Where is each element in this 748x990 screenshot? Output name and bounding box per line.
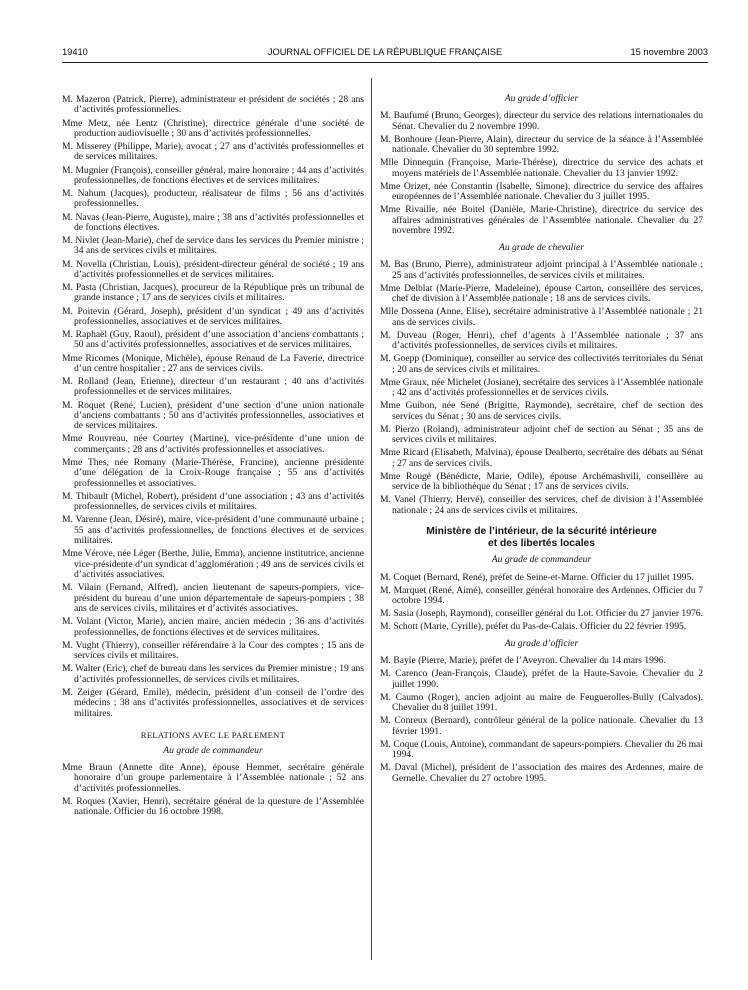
decoration-entry: M. Walter (Eric), chef de bureau dans les services du Premier ministre ; 19 ans d’activités professionnelles, de services civils et militaires. — [62, 663, 364, 685]
decoration-entry: M. Nivlet (Jean-Marie), chef de service dans les services du Premier ministre ; 34 ans de services civils et militaires. — [62, 235, 364, 257]
decoration-entry: M. Daval (Michel), président de l’association des maires des Ardennes, maire de Gernelle. Chevalier du 27 octobre 1995. — [380, 762, 703, 784]
decoration-entry: M. Vught (Thierry), conseiller référendaire à la Cour des comptes ; 15 ans de services civils et militaires. — [62, 639, 364, 662]
section-title: RELATIONS AVEC LE PARLEMENT — [140, 730, 286, 741]
decoration-entry: Mme Graux, née Michelet (Josiane), secrétaire des services à l’Assemblée nationale ; 42 ans d’activités professionnelles et de services civils. — [380, 376, 703, 399]
decoration-entry: M. Thibault (Michel, Robert), président d’une association ; 43 ans d’activités professionnelles, de services civils et militaires. — [62, 490, 364, 513]
grade-heading-officier: Au grade d’officier — [504, 93, 579, 104]
entries-list-parlement — [62, 763, 364, 818]
decoration-entry: M. Raphaël (Guy, Raoul), président d’une association d’anciens combattants ; 50 ans d’activités professionnelles, associatives et de services militaires. — [62, 329, 364, 351]
decoration-entry: M. Roquet (René, Lucien), président d’une section d’une union nationale d’anciens combattants ; 50 ans d’activités professionnelles, associatives et de services militaires. — [62, 399, 364, 432]
decoration-entry: Mme Rouvreau, née Courtey (Martine), vice-présidente d’une union de commerçants ; 28 ans d’activités professionnelles et associatives. — [62, 433, 364, 455]
decoration-entry: Mme Orizet, née Constantin (Isabelle, Simone), directrice du service des affaires européennes de l’Assemblée nationale. Chevalier du 3 juillet 1995. — [380, 180, 703, 203]
decoration-entry: M. Vanel (Thierry, Hervé), conseiller des services, chef de division à l’Assemblée nationale ; 24 ans de services civils et militaires. — [380, 494, 703, 516]
decoration-entry: M. Poitevin (Gérard, Joseph), président d’un syndicat ; 49 ans d’activités professionnelles, associatives et de services militaires. — [62, 305, 364, 327]
decoration-entry: M. Schott (Marie, Cyrille), préfet du Pas-de-Calais. Officier du 22 février 1995. — [380, 621, 687, 633]
ministry-heading — [380, 526, 703, 549]
decoration-entry: M. Bas (Bruno, Pierre), administrateur adjoint principal à l’Assemblée nationale ; 25 ans d’activités professionnelles, de services civils et militaires. — [380, 259, 703, 281]
decoration-entry: M. Vilain (Fernand, Alfred), ancien lieutenant de sapeurs-pompiers, vice-président du bureau d’une union départementale de sapeurs-pompiers ; 38 ans de services civils, militaires et d’activités associatives. — [62, 582, 364, 615]
page-header — [62, 47, 708, 63]
decoration-entry: M. Volant (Victor, Marie), ancien maire, ancien médecin ; 36 ans d’activités professionnelles, de fonctions électives et de services militaires. — [62, 616, 364, 638]
decoration-entry: M. Nahum (Jacques), producteur, réalisateur de films ; 56 ans d’activités professionnelles. — [62, 188, 364, 210]
decoration-entry: M. Rolland (Jean, Etienne), directeur d’un restaurant ; 40 ans d’activités professionnelles et de services militaires. — [62, 376, 364, 398]
decoration-entry: M. Novella (Christian, Louis), président-directeur général de société ; 19 ans d’activités professionnelles et de services militaires. — [62, 258, 364, 280]
ministry-heading-line2: et des libertés locales — [487, 537, 596, 549]
decoration-entry: M. Varenne (Jean, Désiré), maire, vice-président d’une communauté urbaine ; 55 ans d’activités professionnelles, de fonctions électives et de services militaires. — [62, 514, 364, 547]
decoration-entry: M. Mugnier (François), conseiller général, maire honoraire ; 44 ans d’activités professionnelles, de fonctions électives et de services militaires. — [62, 164, 364, 186]
decoration-entry: Mme Rivaille, née Boitel (Danièle, Marie-Christine), directrice du service des affaires administratives générales de l’Assemblée nationale. Chevalier du 27 novembre 1992. — [380, 204, 703, 237]
grade-heading-officier-interieur: Au grade d’officier — [504, 637, 579, 649]
right-column — [380, 94, 703, 787]
grade-heading-commandeur-interieur: Au grade de commandeur — [491, 554, 592, 566]
decoration-entry: M. Bonhoure (Jean-Pierre, Alain), directeur du service de la séance à l’Assemblée nationale. Chevalier du 30 septembre 1992. — [380, 133, 703, 156]
entries-list-chevalier — [380, 260, 703, 516]
decoration-entry: M. Navas (Jean-Pierre, Auguste), maire ; 38 ans d’activités professionnelles et de fonctions électives. — [62, 211, 364, 233]
decoration-entry: Mme Ricard (Elisabeth, Malvina), épouse Dealberto, secrétaire des débats au Sénat ; 27 ans de services civils. — [380, 447, 703, 469]
decoration-entry: M. Coque (Louis, Antoine), commandant de sapeurs-pompiers. Chevalier du 26 mai 1994. — [380, 738, 703, 761]
entries-list-officier-interieur — [380, 656, 703, 784]
decoration-entry: M. Goepp (Dominique), conseiller au service des collectivités territoriales du Sénat ; 20 ans de services civils et militaires. — [380, 353, 703, 375]
decoration-entry: Mme Rougé (Bénédicte, Marie, Odile), épouse Archémashvili, conseillère au service de la bibliothèque du Sénat ; 17 ans de services civils. — [380, 470, 703, 493]
decoration-entry: M. Duveau (Roger, Henri), chef d’agents à l’Assemblée nationale ; 37 ans d’activités professionnelles, de services civils et militaires. — [380, 329, 703, 352]
decoration-entry: Mme Vérove, née Léger (Berthe, Julie, Emma), ancienne institutrice, ancienne vice-présidente d’un syndicat d’agglomération ; 49 ans de services civils et d’activités associatives. — [62, 548, 364, 581]
page-number: 19410 — [62, 47, 88, 57]
grade-heading-chevalier: Au grade de chevalier — [499, 241, 584, 253]
decoration-entry: M. Roques (Xavier, Henri), secrétaire général de la questure de l’Assemblée nationale. Officier du 16 octobre 1998. — [62, 795, 364, 818]
decoration-entry: Mme Ricomes (Monique, Michèle), épouse Renaud de La Faverie, directrice d’un centre hospitalier ; 27 ans de services civils. — [62, 352, 364, 374]
decoration-entry: Mme Braun (Annette dite Anne), épouse Hemmet, secrétaire générale honoraire d’un groupe parlementaire à l’Assemblée nationale ; 52 ans d’activités professionnelles. — [62, 762, 364, 794]
decoration-entry: M. Carenco (Jean-François, Claude), préfet de la Haute-Savoie. Chevalier du 2 juillet 1990. — [380, 668, 703, 690]
entries-list-commandeur-interieur — [380, 573, 703, 633]
entries-list-left — [62, 95, 364, 719]
decoration-entry: M. Bayle (Pierre, Marie), préfet de l’Aveyron. Chevalier du 14 mars 1996. — [380, 655, 666, 667]
decoration-entry: Mme Thes, née Romany (Marie-Thérèse, Francine), ancienne présidente d’une délégation de la Croix-Rouge française ; 55 ans d’activités professionnelles et associatives. — [62, 456, 364, 489]
decoration-entry: M. Pierzo (Roland), administrateur adjoint chef de section au Sénat ; 35 ans de services civils et militaires. — [380, 423, 703, 446]
decoration-entry: M. Marquet (René, Aimé), conseiller général honoraire des Ardennes. Officier du 7 octobre 1994. — [380, 584, 703, 607]
grade-heading-commandeur: Au grade de commandeur — [163, 744, 263, 756]
decoration-entry: Mme Delblat (Marie-Pierre, Madeleine), épouse Carton, conseillère des services, chef de division à l’Assemblée nationale ; 18 ans de services civils. — [380, 282, 703, 305]
entries-list-officier — [380, 111, 703, 236]
decoration-entry: M. Caumo (Roger), ancien adjoint au maire de Feuguerolles-Bully (Calvados). Chevalier du 8 juillet 1991. — [380, 691, 703, 714]
journal-title: JOURNAL OFFICIEL DE LA RÉPUBLIQUE FRANÇAISE — [267, 47, 503, 57]
decoration-entry: M. Mazeron (Patrick, Pierre), administrateur et président de sociétés ; 28 ans d’activités professionnelles. — [62, 94, 364, 116]
column-divider — [371, 78, 372, 960]
decoration-entry: M. Zeiger (Gérard, Emile), médecin, président d’un conseil de l’ordre des médecins ; 38 ans d’activités professionnelles, associatives et de services militaires. — [62, 686, 364, 719]
decoration-entry: Mme Metz, née Lentz (Christine), directrice générale d’une société de production audiovisuelle ; 30 ans d’activités professionnelles. — [62, 117, 364, 139]
decoration-entry: M. Baufumé (Bruno, Georges), directeur du service des relations internationales du Sénat. Chevalier du 2 novembre 1990. — [380, 110, 703, 132]
header-rule — [62, 62, 708, 63]
decoration-entry: Mlle Dossena (Anne, Elise), secrétaire administrative à l’Assemblée nationale ; 21 ans de services civils. — [380, 306, 703, 328]
decoration-entry: Mme Guibon, née Sené (Brigitte, Raymonde), secrétaire, chef de section des services du Sénat ; 30 ans de services civils. — [380, 400, 703, 422]
decoration-entry: M. Conreux (Bernard), contrôleur général de la police nationale. Chevalier du 13 février 1991. — [380, 715, 703, 737]
decoration-entry: M. Misserey (Philippe, Marie), avocat ; 27 ans d’activités professionnelles et de services militaires. — [62, 141, 364, 163]
decoration-entry: Mlle Dinnequin (Françoise, Marie-Thérèse), directrice du service des achats et moyens matériels de l’Assemblée nationale. Chevalier du 13 janvier 1992. — [380, 157, 703, 179]
ministry-heading-line1: Ministère de l’intérieur, de la sécurité intérieure — [426, 526, 657, 538]
left-column — [62, 95, 364, 820]
decoration-entry: M. Pasta (Christian, Jacques), procureur de la République près un tribunal de grande instance ; 17 ans de services civils et militaires. — [62, 282, 364, 304]
decoration-entry: M. Coquet (Bernard, René), préfet de Seine-et-Marne. Officier du 17 juillet 1995. — [380, 571, 694, 583]
issue-date: 15 novembre 2003 — [630, 47, 708, 57]
decoration-entry: M. Sasia (Joseph, Raymond), conseiller général du Lot. Officier du 27 janvier 1976. — [380, 608, 704, 620]
